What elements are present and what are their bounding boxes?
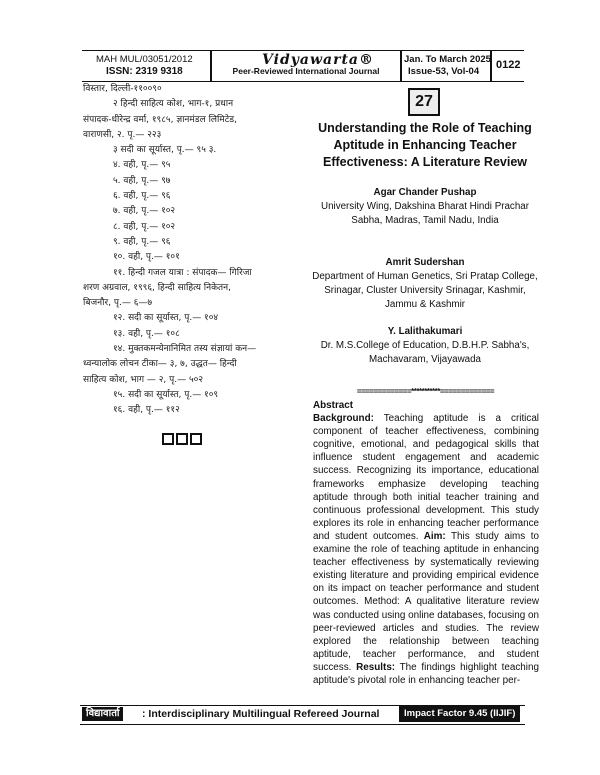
author-name: Y. Lalithakumari — [387, 326, 463, 337]
reference-line: ११. हिन्दी गजल यात्रा : संपादक— गिरिजा — [113, 267, 252, 278]
page-number: 0122 — [496, 59, 521, 71]
reference-line: ३ सदी का सूर्यास्त, पृ.— ९५ ३. — [113, 145, 217, 156]
aim-text: This study aims to examine the role of teaching aptitude in enhancing teacher effectiveness by systematically reviewing existing literature and providing empirical evidence on its impact on teacher performance and student outcomes. Method: A qualitative literature review was conducted using online databases, focusing on peer-reviewed articles and studies. The review explored the relationship between teaching aptitude, teacher performance, and student success. — [313, 530, 539, 673]
reference-line: ९. वही, पृ.— ९६ — [113, 236, 171, 247]
aim-label: Aim: — [418, 530, 446, 542]
results-label: Results: — [351, 661, 396, 673]
reference-line: ४. वही, पृ.— ९५ — [113, 160, 171, 171]
journal-issn: ISSN: 2319 9318 — [106, 66, 183, 77]
hindi-references — [83, 82, 305, 419]
background-text: Teaching aptitude is a critical component of teacher effectiveness, combining cognitive, emotional, and pedagogical skills that influence student engagement and academic success. Recognizing its importance, educational frameworks emphasize developing teaching aptitude through both initial teacher training and continuous professional development. This study explores its role in enhancing teacher performance and student outcomes. — [313, 413, 539, 542]
section-separator: =============***********============= — [356, 387, 495, 396]
background-label: Background: — [313, 413, 374, 425]
results-text: The findings highlight teaching aptitude's pivotal role in enhancing teacher per- — [313, 661, 539, 686]
reference-line: विस्तार, दिल्ली-११००९० — [83, 84, 162, 94]
reference-line: ध्वन्यालोक लोचन टीका— ३, ७, उद्धत— हिन्दी — [83, 359, 237, 370]
reference-line: १६. वही, पृ.— ११२ — [113, 405, 180, 416]
reference-line: ७. वही, पृ.— १०२ — [113, 206, 176, 217]
reference-line: १५. सदी का सूर्यास्त, पृ.— १०९ — [113, 389, 219, 400]
reference-line: २ हिन्दी साहित्य कोश, भाग-१, प्रधान — [113, 99, 234, 110]
reference-line: ६. वही, पृ.— ९६ — [113, 191, 171, 202]
article-title: Understanding the Role of Teaching Aptitude in Enhancing Teacher Effectiveness: A Literature Review — [318, 121, 532, 169]
author-affiliation: Department of Human Genetics, Sri Pratap College, Srinagar, Cluster University Srinagar, Kashmir, Jammu & Kashmir — [312, 271, 538, 310]
impact-factor-badge: Impact Factor 9.45 (IIJIF) — [399, 706, 520, 722]
author-name: Agar Chander Pushap — [373, 187, 477, 198]
author-block — [308, 325, 542, 367]
reference-line: साहित्य कोश, भाग — २, पृ.— ५०२ — [83, 374, 204, 385]
author-affiliation: Dr. M.S.College of Education, D.B.H.P. Sabha's, Machavaram, Vijayawada — [320, 340, 530, 365]
author-block — [308, 256, 542, 312]
reference-line: १०. वही, पृ.— १०१ — [113, 252, 180, 263]
abstract-body — [313, 412, 539, 687]
journal-code: MAH MUL/03051/2012 — [96, 54, 193, 65]
reference-line: बिजनौर, पृ.— ६—७ — [83, 298, 153, 309]
abstract — [313, 399, 539, 687]
author-block — [308, 186, 542, 228]
reference-line: संपादक-धीरेन्द्र वर्मा, १९८५, ज्ञानमंडल लिमिटेड, — [83, 114, 237, 125]
footer-journal-description: : Interdisciplinary Multilingual Refereed Journal — [142, 708, 380, 720]
reference-line: शरण अग्रवाल, १९९६, हिन्दी साहित्य निकेतन, — [83, 282, 232, 293]
end-square — [190, 433, 202, 445]
abstract-heading: Abstract — [313, 400, 354, 411]
issue-number: Issue-53, Vol-04 — [408, 66, 480, 77]
issue-date: Jan. To March 2025 — [404, 54, 491, 65]
author-affiliation: University Wing, Dakshina Bharat Hindi Prachar Sabha, Madras, Tamil Nadu, India — [321, 201, 529, 226]
journal-logo: Vidyawarta® — [262, 52, 374, 68]
reference-line: १३. वही, पृ.— १०८ — [113, 328, 180, 339]
journal-subtitle: Peer-Reviewed International Journal — [232, 66, 380, 76]
footer-journal-name: विद्यावार्ता — [82, 707, 123, 721]
article-number: 27 — [408, 88, 440, 116]
reference-line: ८. वही, पृ.— १०२ — [113, 221, 176, 232]
header-divider-left — [210, 50, 212, 82]
reference-line: ५. वही, पृ.— ९७ — [113, 175, 171, 186]
end-square — [162, 433, 174, 445]
end-marker — [162, 433, 202, 445]
end-square — [176, 433, 188, 445]
author-name: Amrit Sudershan — [385, 257, 465, 268]
reference-line: वाराणसी, २. पृ.— २२३ — [83, 129, 162, 140]
reference-line: १२. सदी का सूर्यास्त, पृ.— १०४ — [113, 313, 219, 324]
reference-line: १४. मुक्तकमन्येनानिमित तस्य संज्ञायां कन— — [113, 344, 257, 355]
